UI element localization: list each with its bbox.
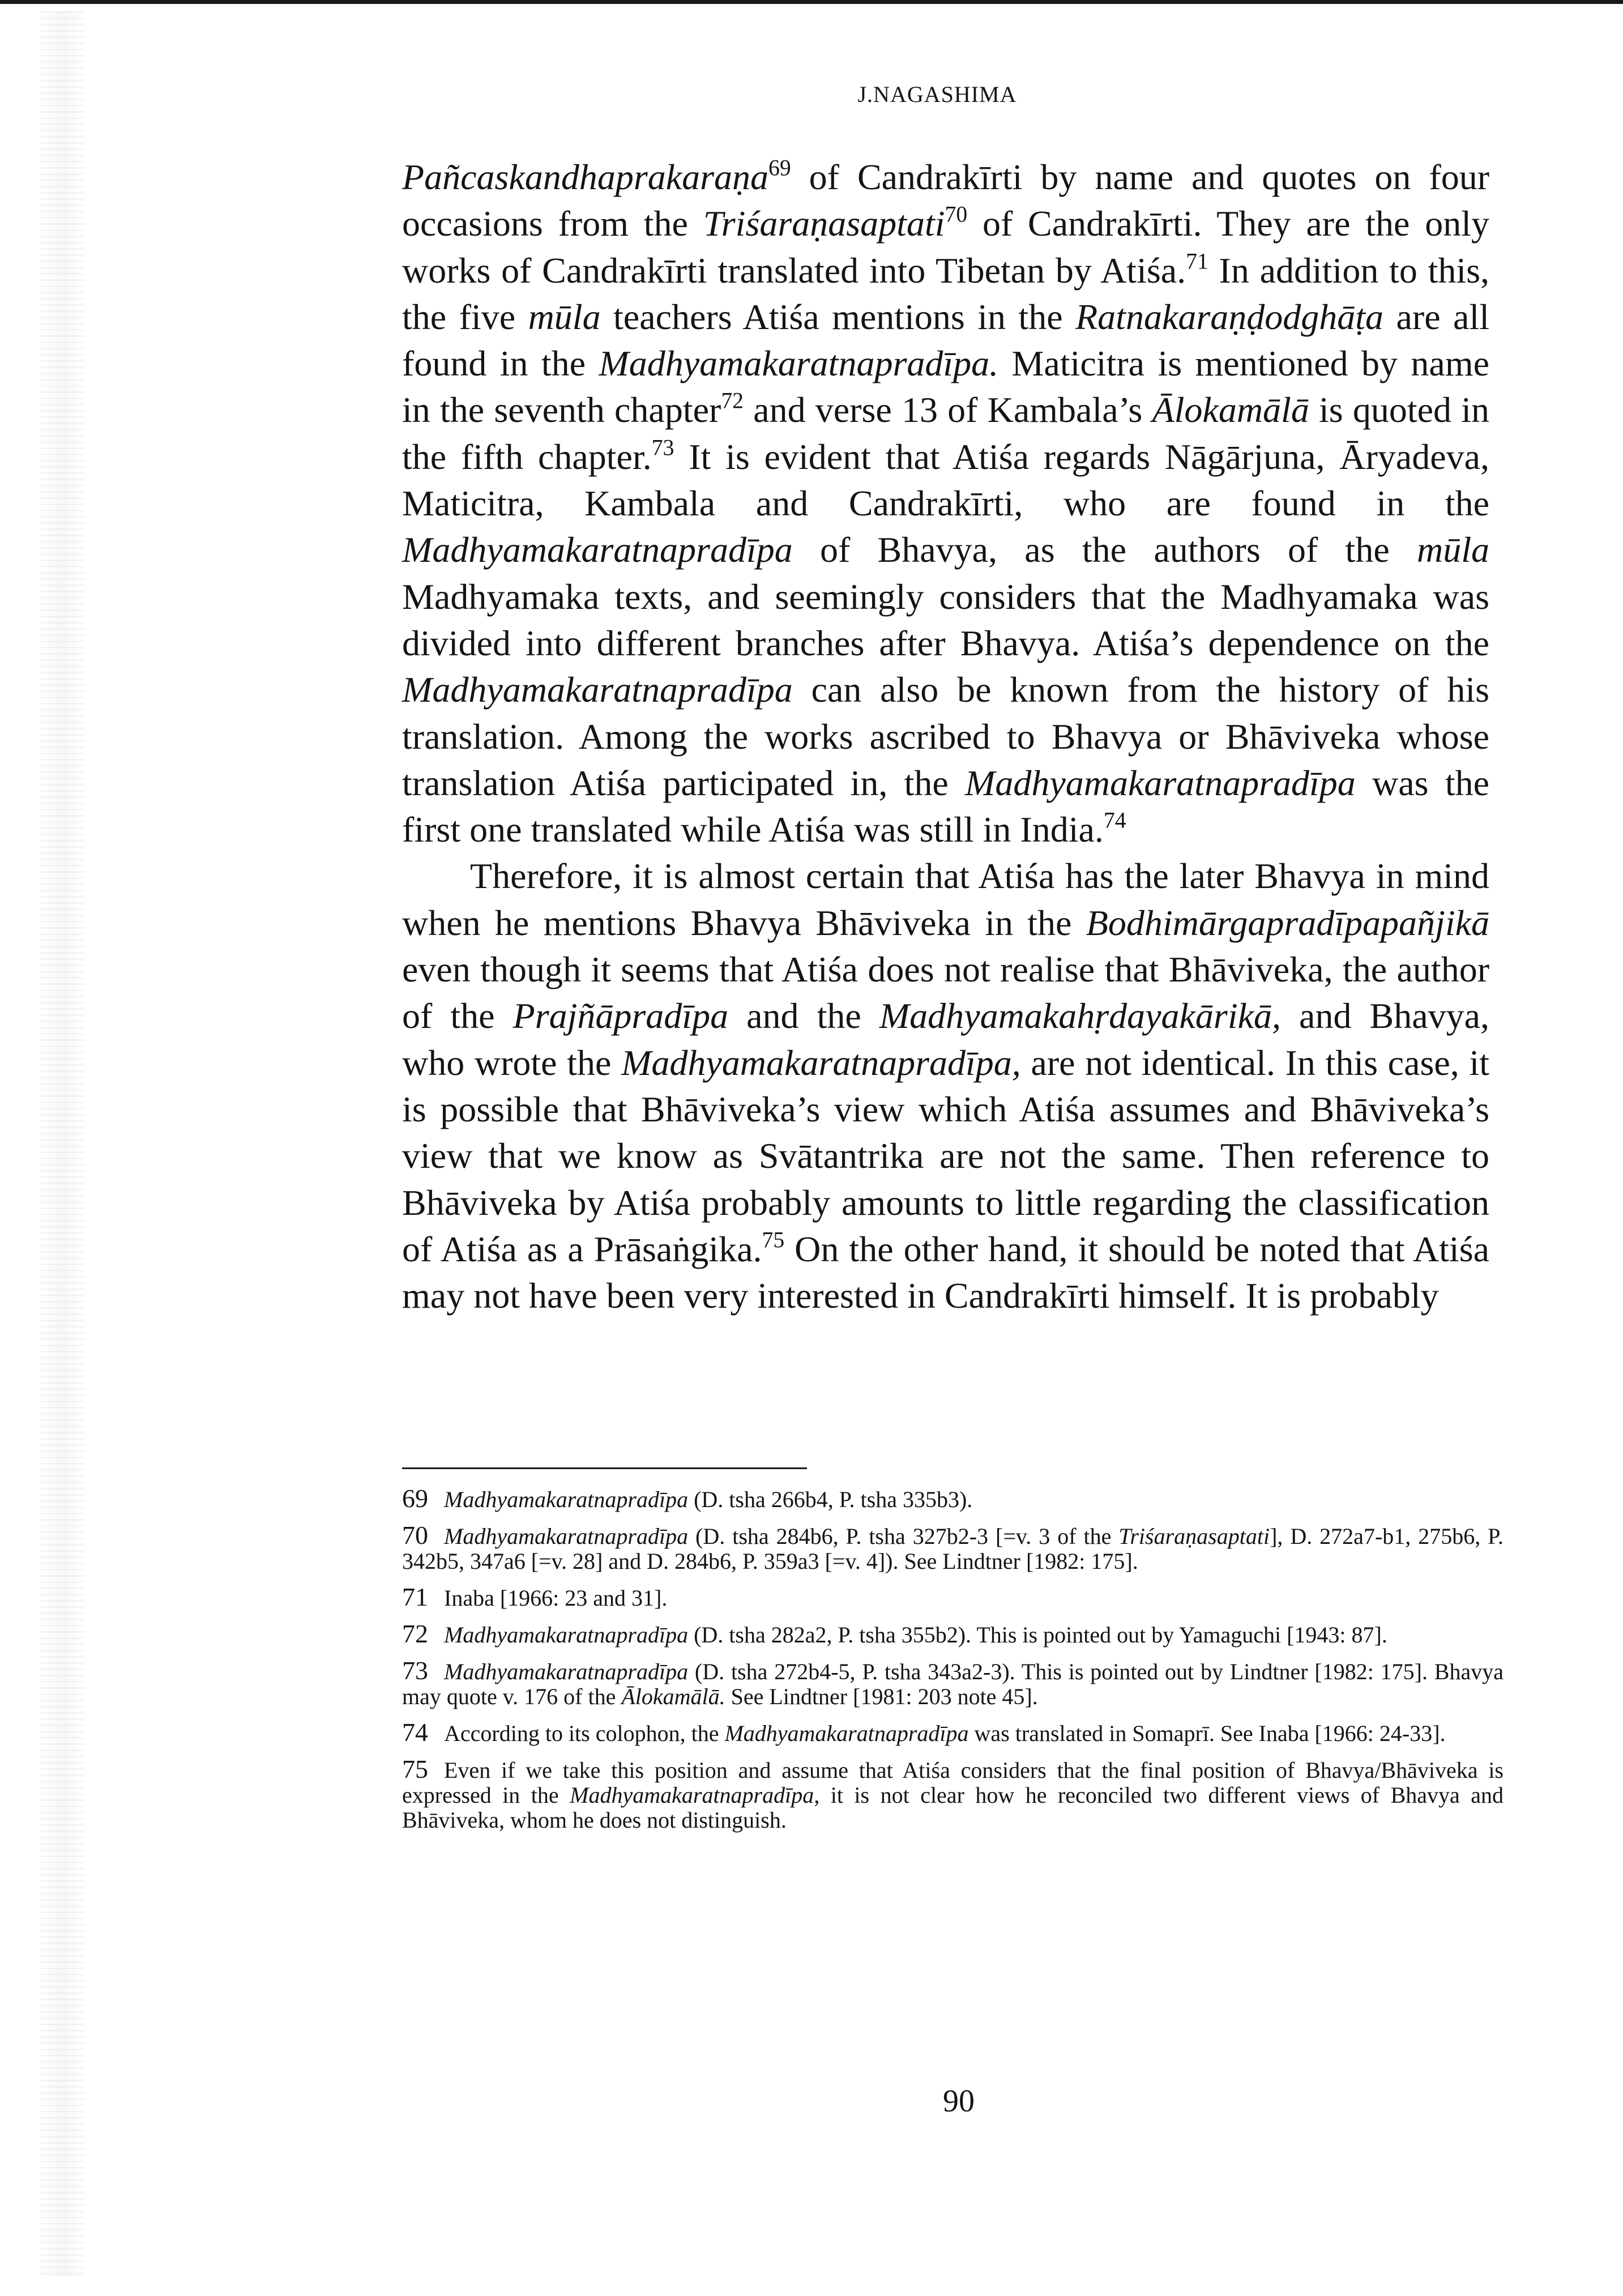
text-span: was the first one translated while Atiśa was still in India. [402, 762, 1490, 850]
text-span: On the other hand, it should be noted that Atiśa may not have been very interested in Candrakīrti himself. It is probably [402, 1228, 1490, 1316]
text-span: is quoted in the fifth chapter. [402, 390, 1490, 477]
text-span: , it is not clear how he reconciled two different views of Bhavya and Bhāviveka, whom he does not distinguish. [402, 1782, 1504, 1833]
text-span: of Candrakīrti by name and quotes on four occasions from the [402, 157, 1489, 244]
work-title: Madhyamakaratnapradīpa [444, 1487, 689, 1512]
work-title: Madhyamakaratnapradīpa. [599, 343, 999, 384]
footnote-ref-69[interactable]: 69 [768, 155, 791, 181]
work-title: Pañcaskandhaprakaraṇa [402, 157, 769, 197]
footnote-ref-72[interactable]: 72 [721, 388, 744, 413]
page-top-edge [0, 0, 1623, 4]
work-title: Ālokamālā. [621, 1684, 725, 1709]
footnote-number: 69 [402, 1484, 428, 1513]
footnote-number: 70 [402, 1521, 428, 1550]
footnote-ref-73[interactable]: 73 [651, 435, 674, 460]
text-span: (D. tsha 266b4, P. tsha 335b3). [688, 1487, 973, 1512]
work-title: Ratnakaraṇḍodghāṭa [1075, 296, 1384, 337]
text-span: (D. tsha 272b4-5, P. tsha 343a2-3). This is pointed out by Lindtner [1982: 175]. Bhavya may quote v. 176 of the [402, 1659, 1504, 1709]
paragraph-2 [402, 853, 1489, 1319]
footnote-74 [402, 1720, 1504, 1746]
scan-binding-edge [40, 11, 85, 2277]
text-span: It is evident that Atiśa regards Nāgārjuna, Āryadeva, Maticitra, Kambala and Candrakīrti, who are found in the [402, 436, 1490, 524]
text-span: can also be known from the history of his translation. Among the works ascribed to Bhavya or Bhāviveka whose translation Atiśa participated in, the [402, 669, 1489, 803]
running-head: J.NAGASHIMA [857, 82, 1017, 107]
footnote-71 [402, 1582, 1504, 1611]
text-span: and Bhavya, who wrote the [402, 996, 1490, 1083]
work-title: Bodhimārgapradīpapañjikā [1086, 902, 1489, 943]
text-span: was translated in Somaprī. See Inaba [1966: 24-33]. [968, 1721, 1446, 1746]
footnote-separator [402, 1467, 807, 1469]
footnote-70 [402, 1523, 1504, 1574]
text-span: Inaba [1966: 23 and 31]. [444, 1585, 668, 1611]
footnote-number: 74 [402, 1718, 428, 1747]
text-span: and verse 13 of Kambala’s [744, 390, 1152, 430]
text-span: teachers Atiśa mentions in the [600, 296, 1076, 337]
text-span: Madhyamaka texts, and seemingly considers that the Madhyamaka was divided into different branches after Bhavya. Atiśa’s dependence on the [402, 576, 1489, 663]
work-title: Madhyamakaratnapradīpa [444, 1659, 689, 1684]
work-title: Madhyamakaratnapradīpa [724, 1721, 969, 1746]
footnote-72 [402, 1621, 1504, 1648]
text-span: (D. tsha 282a2, P. tsha 355b2). This is pointed out by Yamaguchi [1943: 87]. [688, 1622, 1387, 1648]
text-span: of Bhavya, as the authors of the [792, 530, 1417, 570]
text-span: Maticitra is mentioned by name in the seventh chapter [402, 343, 1489, 430]
footnote-73 [402, 1658, 1504, 1709]
work-title: Madhyamakaratnapradīpa [444, 1523, 689, 1549]
text-span: of Candrakīrti. They are the only works of Candrakīrti translated into Tibetan by Atiśa. [402, 203, 1489, 291]
text-span: ], D. 272a7-b1, 275b6, P. 342b5, 347a6 [=v. 28] and D. 284b6, P. 359a3 [=v. 4]). See Lindtner [1982: 175]. [402, 1523, 1504, 1574]
footnote-ref-70[interactable]: 70 [945, 202, 968, 227]
text-span: (D. tsha 284b6, P. tsha 327b2-3 [=v. 3 of the [688, 1523, 1119, 1549]
work-title: Madhyamakaratnapradīpa [444, 1622, 689, 1648]
work-title: Madhyamakaratnapradīpa, [621, 1042, 1021, 1083]
footnote-number: 73 [402, 1656, 428, 1685]
work-title: Madhyamakahṛdayakārikā, [879, 996, 1281, 1036]
footnote-number: 72 [402, 1619, 428, 1648]
text-span: In addition to this, the five [402, 250, 1490, 337]
footnotes [402, 1486, 1504, 1843]
work-title: Prajñāpradīpa [512, 996, 729, 1036]
work-title: Triśaraṇasaptati [703, 203, 945, 244]
text-span: Therefore, it is almost certain that Atiśa has the later Bhavya in mind when he mentions Bhavya Bhāviveka in the [402, 856, 1489, 943]
work-title: Madhyamakaratnapradīpa [570, 1782, 814, 1808]
work-title: Ālokamālā [1152, 390, 1309, 430]
term: mūla [528, 296, 601, 337]
footnote-ref-71[interactable]: 71 [1186, 249, 1208, 274]
text-span: are not identical. In this case, it is possible that Bhāviveka’s view which Atiśa assumes and Bhāviveka’s view that we know as Svātantrika are not the same. Then reference to Bhāviveka by Atiśa probably amounts to little regarding the classification of Atiśa as a Prāsaṅgika. [402, 1042, 1490, 1269]
paragraph-1 [402, 154, 1489, 853]
text-span: According to its colophon, the [444, 1721, 725, 1746]
footnote-ref-75[interactable]: 75 [762, 1227, 785, 1253]
text-span: and the [728, 996, 879, 1036]
work-title: Madhyamakaratnapradīpa [402, 669, 793, 710]
footnote-number: 75 [402, 1755, 428, 1783]
work-title: Madhyamakaratnapradīpa [402, 530, 793, 570]
work-title: Triśaraṇasaptati [1118, 1523, 1270, 1549]
text-span: even though it seems that Atiśa does not realise that Bhāviveka, the author of the [402, 949, 1489, 1036]
main-text [402, 154, 1489, 1319]
work-title: Madhyamakaratnapradīpa [965, 762, 1356, 803]
page-number: 90 [943, 2084, 975, 2119]
text-span: are all found in the [402, 296, 1490, 384]
footnote-ref-74[interactable]: 74 [1103, 808, 1126, 833]
footnote-69 [402, 1486, 1504, 1512]
footnote-75 [402, 1757, 1504, 1833]
footnote-number: 71 [402, 1582, 428, 1611]
text-span: See Lindtner [1981: 203 note 45]. [725, 1684, 1038, 1709]
text-span: Even if we take this position and assume that Atiśa considers that the final position of Bhavya/Bhāviveka is expressed in the [402, 1757, 1504, 1808]
term: mūla [1417, 530, 1489, 570]
